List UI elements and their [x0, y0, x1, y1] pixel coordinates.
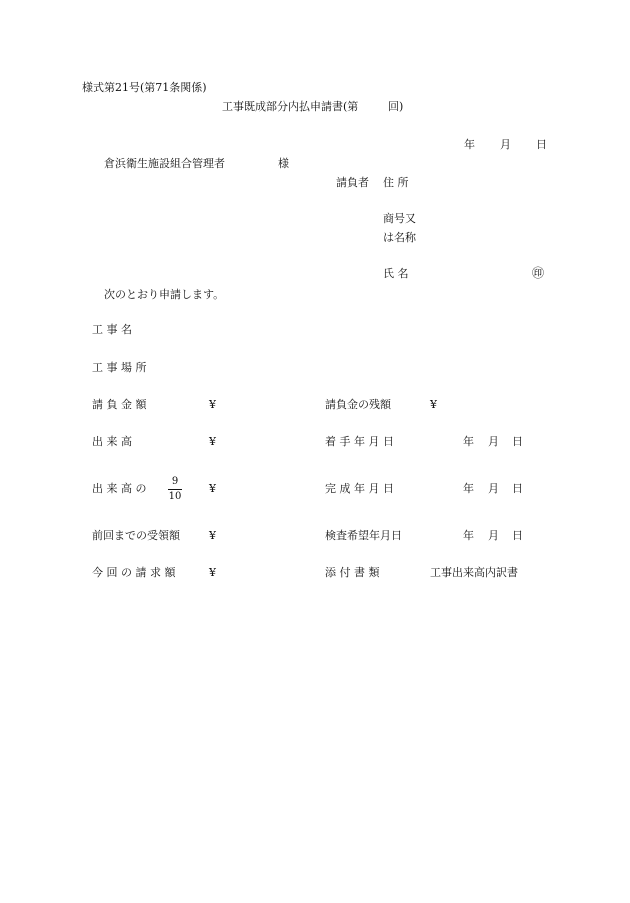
- completion-date-year: 年: [463, 482, 474, 495]
- start-date-day: 日: [512, 435, 523, 448]
- ratio-numerator: 9: [171, 476, 179, 487]
- seal-mark: ㊞: [532, 266, 545, 280]
- completed-amount-currency: ¥: [209, 435, 216, 448]
- ratio-denominator: 10: [168, 491, 182, 502]
- completed-amount-label: 出 来 高: [92, 435, 132, 448]
- completion-ratio-label: 出 来 高 の: [92, 482, 147, 495]
- date-day-label: 日: [536, 138, 547, 151]
- document-title-prefix: 工事既成部分内払申請書(第: [222, 100, 359, 113]
- start-date-label: 着 手 年 月 日: [325, 435, 394, 448]
- applicant-label: 請負者: [336, 176, 369, 189]
- inspection-date-month: 月: [488, 529, 499, 542]
- contract-balance-currency: ¥: [430, 398, 437, 411]
- contract-amount-label: 請 負 金 額: [92, 398, 147, 411]
- form-number: 様式第21号(第71条関係): [82, 81, 207, 94]
- attachments-label: 添 付 書 類: [325, 566, 380, 579]
- document-title-suffix: 回): [388, 100, 404, 113]
- inspection-date-year: 年: [463, 529, 474, 542]
- company-label-line2: は名称: [383, 231, 416, 244]
- previous-received-currency: ¥: [209, 529, 216, 542]
- inspection-date-label: 検査希望年月日: [325, 529, 402, 542]
- intro-text: 次のとおり申請します。: [104, 288, 225, 301]
- completion-ratio-fraction: [168, 477, 182, 502]
- inspection-date-day: 日: [512, 529, 523, 542]
- addressee-name: 倉浜衛生施設組合管理者: [104, 157, 225, 170]
- fraction-bar: [168, 489, 182, 490]
- name-label: 氏 名: [383, 267, 409, 280]
- attachments-value: 工事出来高内訳書: [430, 566, 518, 579]
- address-label: 住 所: [383, 176, 409, 189]
- start-date-month: 月: [488, 435, 499, 448]
- contract-amount-currency: ¥: [209, 398, 216, 411]
- start-date-year: 年: [463, 435, 474, 448]
- project-name-label: 工 事 名: [92, 323, 132, 336]
- date-month-label: 月: [500, 138, 511, 151]
- completion-ratio-currency: ¥: [209, 482, 216, 495]
- previous-received-label: 前回までの受領額: [92, 529, 180, 542]
- completion-date-month: 月: [488, 482, 499, 495]
- project-location-label: 工 事 場 所: [92, 361, 147, 374]
- current-request-label: 今 回 の 請 求 額: [92, 566, 176, 579]
- company-label-line1: 商号又: [383, 212, 416, 225]
- date-year-label: 年: [464, 138, 475, 151]
- current-request-currency: ¥: [209, 566, 216, 579]
- addressee-honorific: 様: [278, 157, 289, 170]
- completion-date-label: 完 成 年 月 日: [325, 482, 394, 495]
- completion-date-day: 日: [512, 482, 523, 495]
- contract-balance-label: 請負金の残額: [325, 398, 391, 411]
